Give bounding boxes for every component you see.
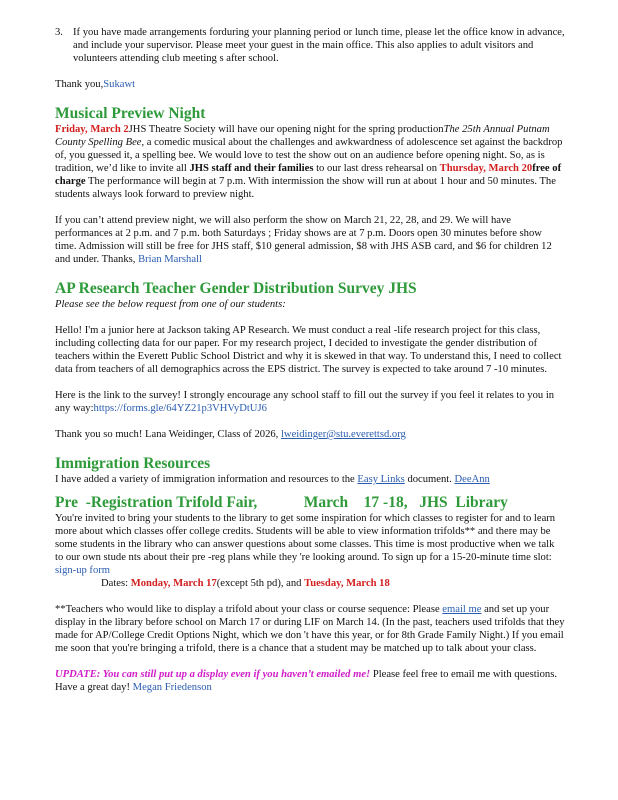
easy-links-link[interactable]: Easy Links	[357, 474, 405, 485]
survey-link[interactable]: https://forms.gle/64YZ21p3VHVyDtUJ6	[93, 403, 267, 414]
free-of-charge: free of charge	[55, 163, 562, 187]
musical-paragraph-1: Friday, March 2JHS Theatre Society will have our opening night for the spring productionThe 25th Annual Putnam County Spelling Bee, a comedic musical about the challenges and awkwardness of adolescence set against the backdrop of, you guessed it, a spelling bee. We would love to test the show out on an audience before opening night. So, as is tradition, we’d like to invite all JHS staff and their families to our last dress rehearsal on Thursday, March 20free of charge The performance will begin at 7 p.m. With intermission the show will run at about 1 hour and 50 minutes. The students always look forward to preview night.	[55, 124, 563, 200]
survey-paragraph-3: Thank you so much! Lana Weidinger, Class of 2026, lweidinger@stu.everettsd.org	[55, 429, 406, 440]
student-email-link[interactable]: lweidinger@stu.everettsd.org	[280, 429, 406, 440]
signature-sukawt: Sukawt	[103, 79, 136, 90]
signature-megan-friedenson: Megan Friedenson	[132, 682, 212, 693]
immigration-paragraph: I have added a variety of immigration information and resources to the Easy Links document. DeeAnn	[55, 474, 490, 485]
trifold-dates: Dates: Monday, March 17(except 5th pd), and Tuesday, March 18	[101, 578, 390, 589]
date-thursday: Thursday, March 20	[439, 163, 533, 174]
newsletter-page	[55, 26, 565, 694]
list-number: 3.	[55, 27, 63, 38]
invitee-staff: JHS staff and their families	[189, 163, 314, 174]
date-monday: Monday, March 17	[130, 578, 217, 589]
sign-up-form-link[interactable]: sign-up form	[55, 565, 111, 576]
heading-immigration-resources: Immigration Resources	[55, 455, 211, 472]
date-tuesday: Tuesday, March 18	[304, 578, 390, 589]
trifold-paragraph-2: **Teachers who would like to display a trifold about your class or course sequence: Please email me and set up your display in the library before school on March 17 or during LIF on March 14. (In the past, teachers used trifolds that they made for AP/College Credit Options Night, which we don 't have this year, or for 8th Grade Family Night.) If you email me soon that you're bringing a trifold, there is a chance that a student may be matched up to talk about your class.	[55, 604, 565, 654]
trifold-paragraph-3: UPDATE: You can still put up a display even if you haven’t emailed me! Please feel free to email me with questions. Have a great day! Megan Friedenson	[55, 669, 557, 693]
trifold-paragraph-1: You're invited to bring your students to the library to get some inspiration for which classes to register for and to learn more about which classes offer college credits. Students will be able to view information trifolds** and there may be some students in the library who can answer questions about some classes. This time is most productive when we talk to our own stude nts about their pre -reg plans while they 're looking around. To sign up for a 15-20-minute time slot: sign-up form	[55, 513, 556, 576]
heading-trifold-fair: Pre -Registration Trifold Fair, March 17 -18, JHS Library	[55, 494, 508, 511]
update-notice: UPDATE: You can still put up a display even if you haven’t emailed me!	[55, 669, 371, 680]
signature-brian-marshall: Brian Marshall	[138, 254, 202, 265]
list-item-text: If you have made arrangements forduring your planning period or lunch time, please let the office know in advance, and include your supervisor. Please meet your guest in the main office. This also applies to adult visitors and volunteers attending club meeting s after school.	[73, 27, 565, 64]
survey-paragraph-2: Here is the link to the survey! I strongly encourage any school staff to fill out the survey if you feel it relates to you in any way:https://forms.gle/64YZ21p3VHVyDtUJ6	[55, 390, 555, 414]
thank-you-line: Thank you,Sukawt	[55, 79, 136, 90]
musical-paragraph-2: If you can’t attend preview night, we will also perform the show on March 21, 22, 28, and 29. We will have performances at 2 p.m. and 7 p.m. both Saturdays ; Friday shows are at 7 p.m. Doors open 30 minutes before show time. Admission will still be free for JHS staff, $10 general admission, $8 with JHS ASB card, and $6 for children 12 and under. Thanks, Brian Marshall	[55, 215, 552, 265]
survey-intro: Please see the below request from one of our students:	[55, 299, 286, 310]
survey-paragraph-1: Hello! I'm a junior here at Jackson taking AP Research. We must conduct a real -life research project for this class, including collecting data for our paper. For my research project, I decided to investigate the gender distribution of teachers within the Everett Public School District and why it is skewed in that way. To understand this, I need to collect data from teachers of all demographics across the EPS district. The survey is expected to take around 7 -10 minutes.	[55, 325, 562, 375]
heading-musical-preview: Musical Preview Night	[55, 105, 206, 122]
list-item-3	[55, 26, 565, 65]
signature-deeann[interactable]: DeeAnn	[454, 474, 490, 485]
heading-ap-research-survey: AP Research Teacher Gender Distribution Survey JHS	[55, 280, 417, 297]
show-title: The 25th Annual Putnam County Spelling Bee,	[55, 124, 550, 148]
email-me-link[interactable]: email me	[442, 604, 482, 615]
date-friday: Friday, March 2	[55, 124, 129, 135]
